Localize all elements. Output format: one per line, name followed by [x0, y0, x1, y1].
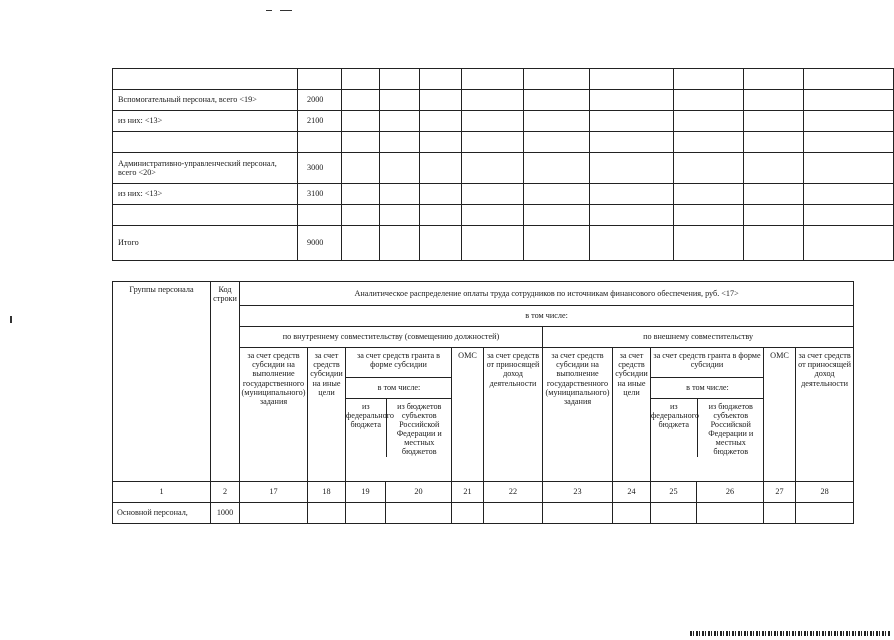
table-cell: [613, 503, 651, 524]
groups-header: Группы персонала: [113, 282, 211, 482]
internal-grant-including: в том числе:: [346, 378, 452, 398]
table-cell: [804, 184, 894, 205]
main-title-header: Аналитическое распределение оплаты труда сотрудников по источникам финансового обеспечения, руб. <17>: [240, 282, 854, 306]
external-income-header: за счет средств от приносящей доход деятельности: [796, 348, 854, 482]
table-cell: [590, 69, 674, 90]
internal-oms-header: ОМС: [452, 348, 484, 482]
table-cell: [380, 111, 420, 132]
row-code: 3100: [298, 184, 342, 205]
column-number: 21: [452, 482, 484, 503]
table-cell: [342, 153, 380, 184]
row-label: [113, 132, 298, 153]
table-row: [113, 205, 894, 226]
column-number: 19: [346, 482, 386, 503]
table-cell: [524, 132, 590, 153]
internal-federal-header: из федерального бюджета: [346, 398, 386, 457]
table-cell: [804, 153, 894, 184]
column-number: 20: [386, 482, 452, 503]
column-number: 24: [613, 482, 651, 503]
external-grant-breakdown: [651, 378, 764, 482]
table-cell: [590, 90, 674, 111]
table-cell: [420, 69, 462, 90]
table-cell: [674, 90, 744, 111]
internal-subsidy-other-header: за счет средств субсидии на иные цели: [308, 348, 346, 482]
row-code: 9000: [298, 226, 342, 261]
column-number: 22: [484, 482, 543, 503]
table-cell: [342, 226, 380, 261]
external-grant-including: в том числе:: [651, 378, 764, 398]
table-cell: [674, 153, 744, 184]
internal-grant-header: за счет средств гранта в форме субсидии: [346, 348, 452, 378]
including-header: в том числе:: [240, 306, 854, 327]
column-number: 26: [697, 482, 764, 503]
table-cell: [420, 90, 462, 111]
external-federal-header: из федерального бюджета: [651, 398, 697, 457]
table-cell: [524, 90, 590, 111]
table-cell: [484, 503, 543, 524]
table-cell: [796, 503, 854, 524]
internal-grant-breakdown: [346, 378, 452, 482]
table-cell: [744, 132, 804, 153]
table-row: [113, 184, 894, 205]
table-cell: [342, 205, 380, 226]
internal-header: по внутреннему совместительству (совмещению должностей): [240, 327, 543, 348]
external-oms-header: ОМС: [764, 348, 796, 482]
table-cell: [744, 90, 804, 111]
bottom-table-body: [113, 503, 854, 524]
row-code: [298, 205, 342, 226]
row-code: [298, 132, 342, 153]
table-cell: [744, 205, 804, 226]
table-cell: [744, 153, 804, 184]
table-cell: [380, 205, 420, 226]
table-cell: [804, 111, 894, 132]
table-row: [113, 69, 894, 90]
table-row: [113, 503, 854, 524]
table-cell: [462, 90, 524, 111]
column-number: 28: [796, 482, 854, 503]
table-cell: [804, 205, 894, 226]
table-cell: [342, 184, 380, 205]
scan-artifact: [690, 631, 890, 636]
row-label: [113, 205, 298, 226]
table-row: [113, 226, 894, 261]
row-label: из них: <13>: [113, 111, 298, 132]
table-cell: [524, 111, 590, 132]
table-cell: [462, 69, 524, 90]
row-label: Административно-управленческий персонал, всего <20>: [113, 153, 298, 184]
external-subsidy-other-header: за счет средств субсидии на иные цели: [613, 348, 651, 482]
column-number: 1: [113, 482, 211, 503]
table-cell: [674, 69, 744, 90]
table-cell: [380, 226, 420, 261]
table-cell: [462, 111, 524, 132]
table-row: [113, 153, 894, 184]
table-cell: [744, 184, 804, 205]
table-cell: [342, 132, 380, 153]
internal-subsidy-task-header: за счет средств субсидии на выполнение государственного (муниципального) задания: [240, 348, 308, 482]
table-cell: [744, 226, 804, 261]
table-cell: [590, 184, 674, 205]
table-cell: [804, 132, 894, 153]
table-cell: [342, 90, 380, 111]
table-cell: [590, 205, 674, 226]
table-cell: [651, 503, 697, 524]
top-table-body: [113, 69, 894, 261]
table-cell: [420, 153, 462, 184]
table-row: [113, 111, 894, 132]
external-regional-header: из бюджетов субъектов Российской Федерации и местных бюджетов: [708, 401, 754, 457]
table-cell: [420, 132, 462, 153]
table-cell: [674, 184, 744, 205]
table-cell: [346, 503, 386, 524]
table-cell: [674, 132, 744, 153]
column-number: 23: [543, 482, 613, 503]
external-header: по внешнему совместительству: [543, 327, 854, 348]
table-cell: [386, 503, 452, 524]
table-cell: [590, 226, 674, 261]
code-header: Код строки: [211, 282, 240, 482]
table-cell: [462, 132, 524, 153]
table-cell: [308, 503, 346, 524]
row-code: 2000: [298, 90, 342, 111]
scan-artifact: [280, 10, 292, 11]
scan-artifact: [266, 10, 272, 11]
table-cell: [420, 205, 462, 226]
row-label: [113, 69, 298, 90]
table-cell: [420, 111, 462, 132]
table-cell: [380, 153, 420, 184]
top-table: [112, 68, 894, 261]
internal-regional-header: из бюджетов субъектов Российской Федерации и местных бюджетов: [396, 401, 442, 457]
table-cell: [590, 111, 674, 132]
row-code: 3000: [298, 153, 342, 184]
table-cell: [462, 205, 524, 226]
row-label: Вспомогательный персонал, всего <19>: [113, 90, 298, 111]
table-cell: [524, 69, 590, 90]
column-number: 25: [651, 482, 697, 503]
table-cell: [380, 132, 420, 153]
row-code: 1000: [211, 503, 240, 524]
row-code: [298, 69, 342, 90]
column-number-row: [113, 482, 854, 503]
table-cell: [744, 111, 804, 132]
table-cell: [674, 205, 744, 226]
row-label: из них: <13>: [113, 184, 298, 205]
table-cell: [342, 69, 380, 90]
table-cell: [804, 226, 894, 261]
table-cell: [462, 153, 524, 184]
table-cell: [674, 111, 744, 132]
table-cell: [524, 153, 590, 184]
column-number: 27: [764, 482, 796, 503]
table-cell: [524, 205, 590, 226]
table-cell: [420, 226, 462, 261]
table-cell: [380, 90, 420, 111]
column-number: 2: [211, 482, 240, 503]
table-cell: [674, 226, 744, 261]
table-cell: [590, 153, 674, 184]
table-cell: [240, 503, 308, 524]
table-cell: [524, 184, 590, 205]
external-subsidy-task-header: за счет средств субсидии на выполнение государственного (муниципального) задания: [543, 348, 613, 482]
table-cell: [697, 503, 764, 524]
table-cell: [452, 503, 484, 524]
table-cell: [590, 132, 674, 153]
external-grant-header: за счет средств гранта в форме субсидии: [651, 348, 764, 378]
scan-artifact: [10, 316, 12, 323]
table-cell: [804, 69, 894, 90]
row-label: Основной персонал,: [113, 503, 211, 524]
table-cell: [462, 226, 524, 261]
table-cell: [804, 90, 894, 111]
table-row: [113, 132, 894, 153]
table-cell: [524, 226, 590, 261]
column-number: 18: [308, 482, 346, 503]
row-label: Итого: [113, 226, 298, 261]
internal-income-header: за счет средств от приносящей доход деятельности: [484, 348, 543, 482]
table-cell: [420, 184, 462, 205]
table-cell: [462, 184, 524, 205]
table-row: [113, 90, 894, 111]
table-cell: [543, 503, 613, 524]
table-cell: [744, 69, 804, 90]
table-cell: [764, 503, 796, 524]
column-number: 17: [240, 482, 308, 503]
row-code: 2100: [298, 111, 342, 132]
table-cell: [380, 184, 420, 205]
bottom-table: [112, 281, 854, 524]
table-cell: [380, 69, 420, 90]
table-cell: [342, 111, 380, 132]
